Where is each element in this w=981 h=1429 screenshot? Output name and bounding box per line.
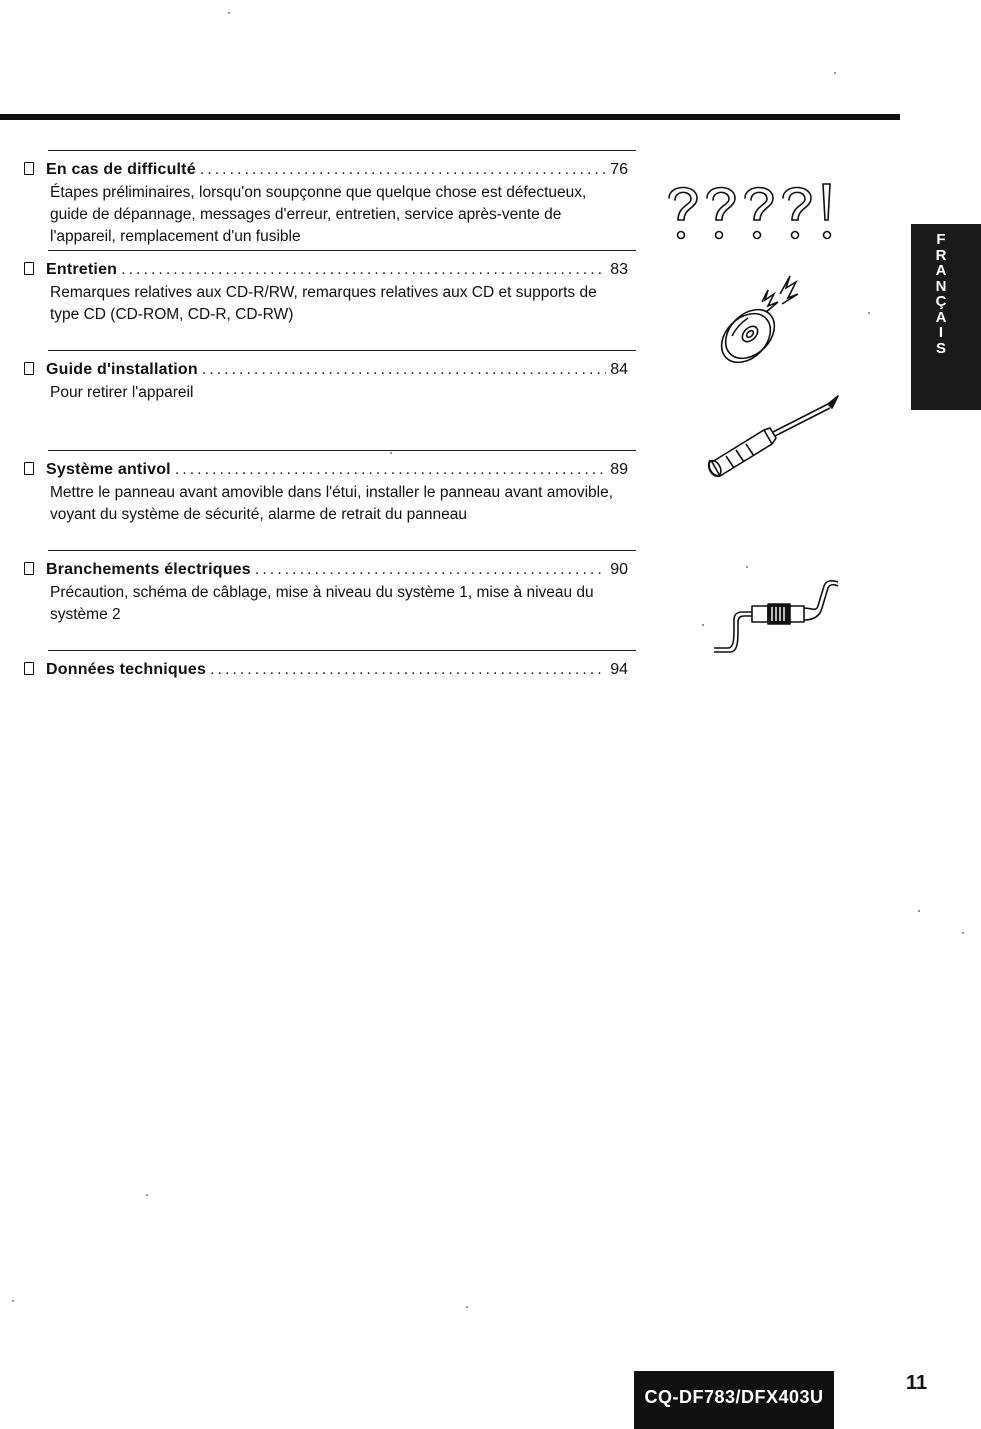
dot-leader [255,560,606,580]
language-side-tab [911,224,981,410]
entry-page: 89 [610,461,628,478]
entry-title: Système antivol [46,461,171,478]
side-tab-letter: S [935,339,946,357]
entry-title: Données techniques [46,661,207,678]
toc-entry-wiring[interactable] [24,550,636,650]
side-tab-letter: A [935,308,947,326]
entry-page: 84 [610,361,628,378]
dot-leader [175,460,606,480]
scan-speck [834,72,836,74]
scan-speck [390,452,392,454]
scan-speck [962,932,964,934]
entry-rule [48,450,636,451]
screwdriver-icon [706,394,842,478]
entry-rule [48,250,636,251]
entry-title: Guide d'installation [46,361,198,378]
toc-entry-antitheft[interactable] [24,450,636,550]
checkbox-icon [24,562,34,575]
dot-leader [210,660,606,680]
scan-speck [146,1194,148,1196]
scan-speck [746,566,748,568]
entry-description: Étapes préliminaires, lorsqu'on soupçonne que quelque chose est défectueux, guide de dépannage, messages d'erreur, entretien, service après-vente de l'appareil, remplacement d'un fusible [50,184,587,245]
dot-leader [121,260,606,280]
entry-description: Pour retirer l'appareil [50,384,194,401]
entry-page: 90 [610,561,628,578]
entry-description: Remarques relatives aux CD-R/RW, remarques relatives aux CD et supports de type CD (CD-ROM, CD-R, CD-RW) [50,284,597,323]
side-tab-letter: F [936,231,946,248]
checkbox-icon [24,262,34,275]
side-tab-letter: R [935,246,947,264]
side-tab-letters [911,232,971,356]
model-number-badge: CQ-DF783/DFX403U [634,1371,834,1429]
checkbox-icon [24,362,34,375]
side-tab-letter: Ç [935,293,947,310]
toc-entry-specifications[interactable] [24,650,636,710]
checkbox-icon [24,662,34,675]
page-number: 11 [906,1372,928,1394]
scan-speck [228,12,230,14]
entry-rule [48,550,636,551]
entry-title: Branchements électriques [46,561,251,578]
entry-title: Entretien [46,261,118,278]
toc-entry-troubleshooting[interactable] [24,150,636,250]
checkbox-icon [24,462,34,475]
entry-page: 76 [610,161,628,178]
entry-description: Mettre le panneau avant amovible dans l'étui, installer le panneau avant amovible, voyant du système de sécurité, alarme de retrait du panneau [50,484,614,523]
cd-disc-icon [712,272,822,372]
entry-rule [48,150,636,151]
scan-speck [918,910,920,912]
table-of-contents [24,150,636,710]
dot-leader [200,160,606,180]
dot-leader [202,360,606,380]
entry-title: En cas de difficulté [46,161,196,178]
side-tab-letter: A [935,262,947,279]
entry-rule [48,650,636,651]
side-tab-letter: I [938,324,944,341]
entry-page: 94 [610,661,628,678]
entry-page: 83 [610,261,628,278]
checkbox-icon [24,162,34,175]
toc-entry-installation[interactable] [24,350,636,450]
toc-entry-maintenance[interactable] [24,250,636,350]
scan-speck [702,624,704,626]
scan-speck [466,1306,468,1308]
scan-speck [12,1300,14,1302]
side-tab-letter: N [935,277,947,295]
top-rule [0,114,900,120]
entry-description: Précaution, schéma de câblage, mise à niveau du système 1, mise à niveau du système 2 [50,584,594,623]
question-marks-icon [664,176,844,244]
entry-rule [48,350,636,351]
scan-speck [868,312,870,314]
cable-connector-icon [708,578,844,654]
